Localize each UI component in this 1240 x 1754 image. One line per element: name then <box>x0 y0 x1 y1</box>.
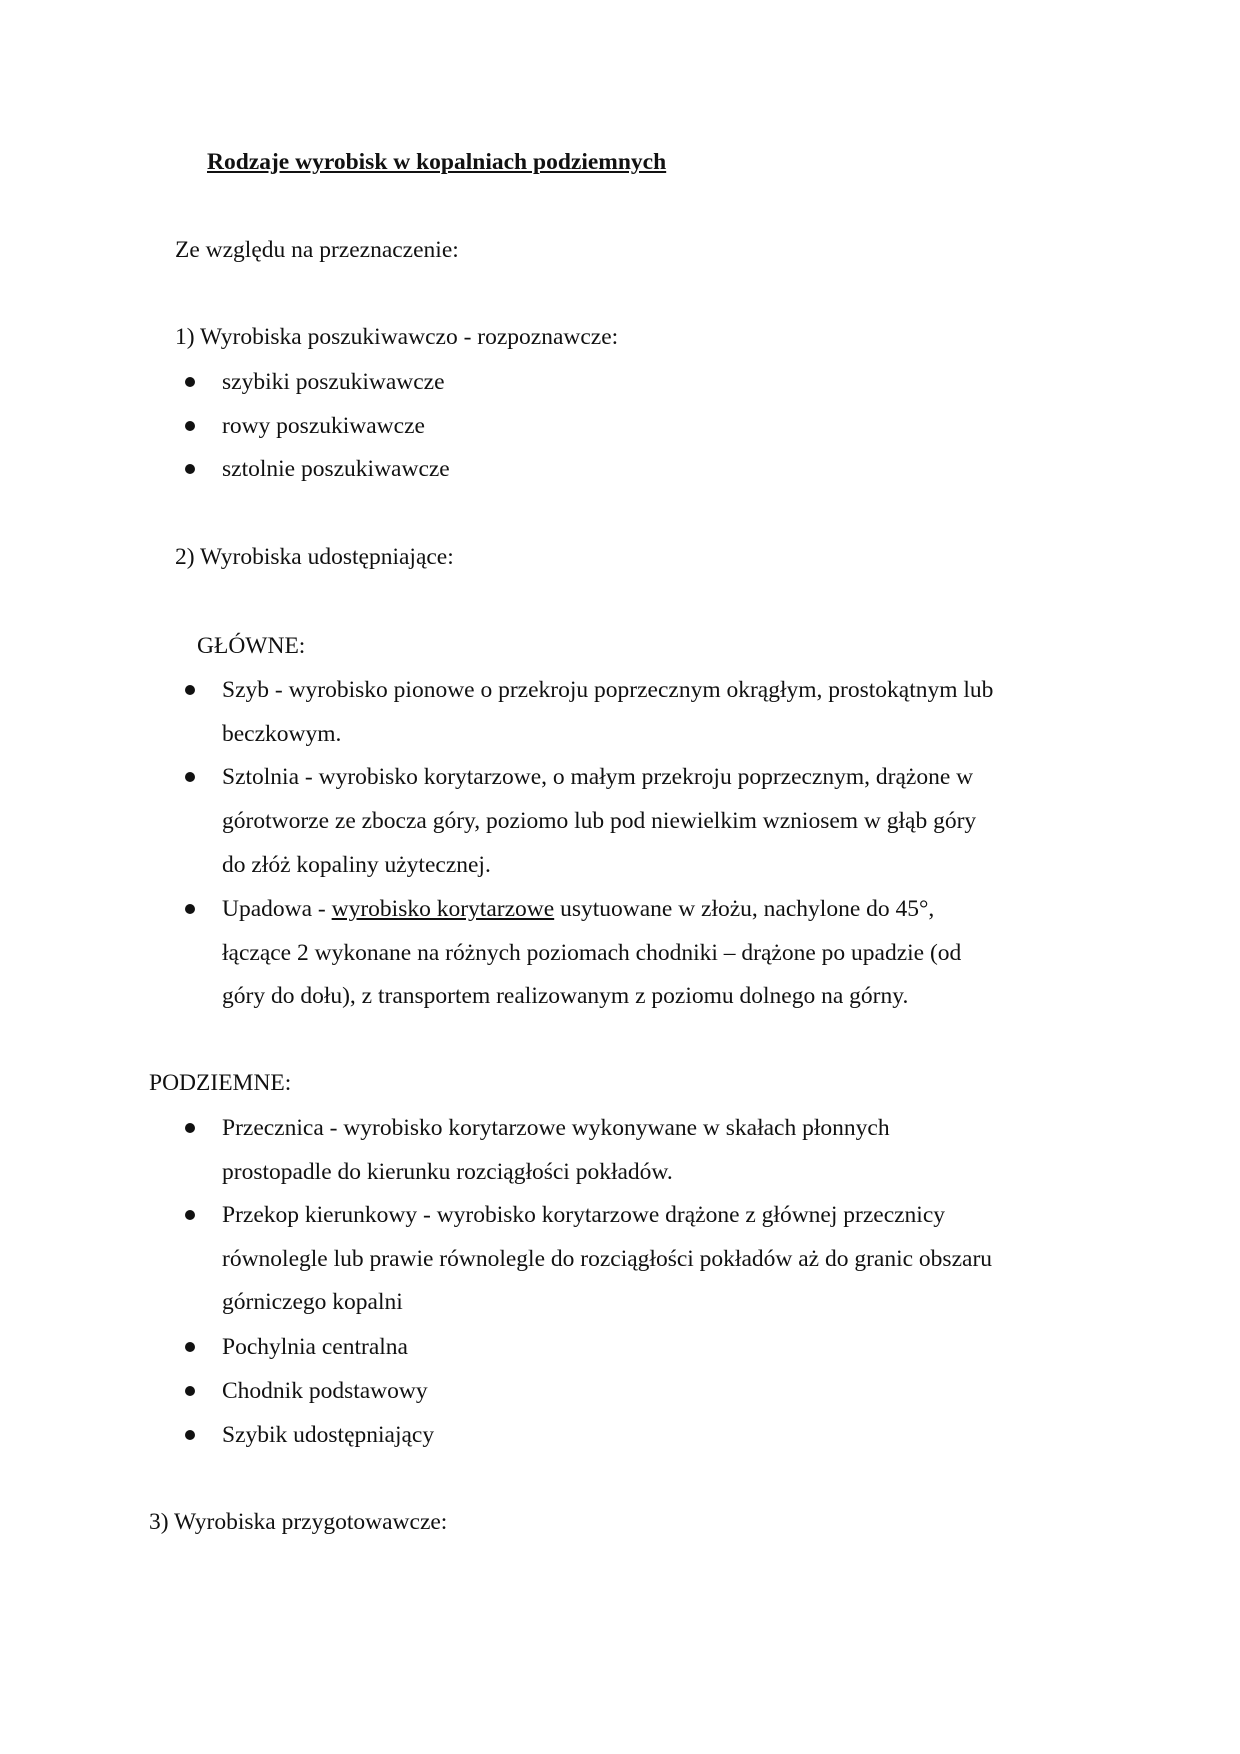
term: Upadowa - <box>222 896 332 922</box>
bullet-icon <box>185 904 195 914</box>
section-2-heading: 2) Wyrobiska udostępniające: <box>175 544 454 570</box>
page-title: Rodzaje wyrobisk w kopalniach podziemnych <box>207 149 667 175</box>
list-item-cont: prostopadle do kierunku rozciągłości pokładów. <box>222 1159 673 1185</box>
bullet-icon <box>185 377 195 387</box>
bullet-icon <box>185 1386 195 1396</box>
list-item-cont: beczkowym. <box>222 721 342 747</box>
bullet-icon <box>185 1430 195 1440</box>
list-item: Chodnik podstawowy <box>222 1378 428 1404</box>
list-item: Sztolnia - wyrobisko korytarzowe, o małym przekroju poprzecznym, drążone w <box>222 764 974 790</box>
list-item: sztolnie poszukiwawcze <box>222 456 450 482</box>
section-1-heading: 1) Wyrobiska poszukiwawczo - rozpoznawcze: <box>175 324 619 350</box>
bullet-icon <box>185 464 195 474</box>
list-item: Szybik udostępniający <box>222 1422 435 1448</box>
list-item: Szyb - wyrobisko pionowe o przekroju poprzecznym okrągłym, prostokątnym lub <box>222 677 994 703</box>
bullet-icon <box>185 1210 195 1220</box>
list-item: Pochylnia centralna <box>222 1334 408 1360</box>
section-3-heading: 3) Wyrobiska przygotowawcze: <box>149 1509 448 1535</box>
bullet-icon <box>185 1342 195 1352</box>
bullet-icon <box>185 772 195 782</box>
list-item: Przekop kierunkowy - wyrobisko korytarzowe drążone z głównej przecznicy <box>222 1202 946 1228</box>
list-item-cont: górotworze ze zbocza góry, poziomo lub pod niewielkim wzniosem w głąb góry <box>222 808 977 834</box>
list-item: rowy poszukiwawcze <box>222 413 425 439</box>
list-item-cont: góry do dołu), z transportem realizowanym z poziomu dolnego na górny. <box>222 983 909 1009</box>
list-item: szybiki poszukiwawcze <box>222 369 445 395</box>
list-item <box>222 887 934 931</box>
intro: Ze względu na przeznaczenie: <box>175 237 459 263</box>
list-item-cont: łączące 2 wykonane na różnych poziomach chodniki – drążone po upadzie (od <box>222 940 962 966</box>
link-wyrobisko-korytarzowe[interactable]: wyrobisko korytarzowe <box>331 896 555 922</box>
list-item-cont: górniczego kopalni <box>222 1289 403 1315</box>
list-item: Przecznica - wyrobisko korytarzowe wykonywane w skałach płonnych <box>222 1115 890 1141</box>
bullet-icon <box>185 685 195 695</box>
list-item-cont: równolegle lub prawie równolegle do rozciągłości pokładów aż do granic obszaru <box>222 1246 993 1272</box>
subheading-glowne: GŁÓWNE: <box>197 633 306 659</box>
subheading-podziemne: PODZIEMNE: <box>149 1070 292 1096</box>
bullet-icon <box>185 1123 195 1133</box>
definition: usytuowane w złożu, nachylone do 45°, <box>554 896 935 922</box>
list-item-cont: do złóż kopaliny użytecznej. <box>222 852 491 878</box>
bullet-icon <box>185 421 195 431</box>
